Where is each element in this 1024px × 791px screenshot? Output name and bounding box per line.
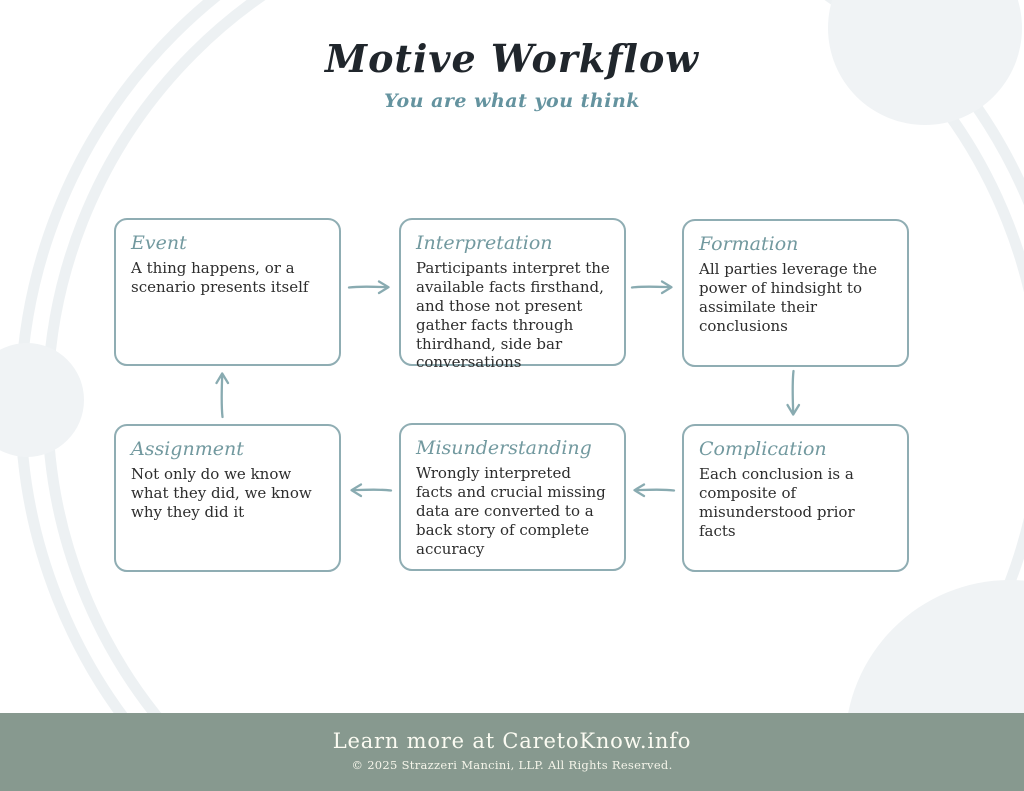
arrow-right-interpretation-to-formation-icon (630, 278, 676, 296)
flow-box-title: Assignment (131, 438, 244, 460)
flow-box-body: A thing happens, or a scenario presents itself (131, 259, 309, 296)
orbit-ring-outer (15, 0, 1024, 791)
arrow-down-formation-to-complication-icon (784, 369, 802, 419)
footer-copyright-text: © 2025 Strazzeri Mancini, LLP. All Rights Reserved. (351, 758, 673, 772)
footer-learn-more-text: Learn more at CaretoKnow.info (332, 729, 692, 753)
flow-box-assignment (114, 424, 341, 572)
flow-box-body: Wrongly interpreted facts and crucial missing data are converted to a back story of complete accuracy (416, 464, 606, 558)
flow-box-body: Not only do we know what they did, we know why they did it (131, 465, 312, 521)
footer (0, 713, 1024, 791)
page-subtitle: You are what you think (384, 90, 640, 112)
flow-box-body: Each conclusion is a composite of misunderstood prior facts (699, 465, 855, 540)
arrow-right-event-to-interpretation-icon (347, 278, 393, 296)
arrow-left-complication-to-misunderstanding-icon (630, 481, 676, 499)
arrow-left-misunderstanding-to-assignment-icon (347, 481, 393, 499)
flow-box-body: All parties leverage the power of hindsight to assimilate their conclusions (699, 260, 878, 335)
flow-box-formation (682, 219, 909, 367)
flow-box-complication (682, 424, 909, 572)
decorative-circle-left (0, 343, 84, 457)
flow-box-interpretation (399, 218, 626, 372)
flow-box-title: Complication (699, 438, 827, 460)
flow-box-title: Misunderstanding (416, 437, 592, 459)
flow-box-body: Participants interpret the available facts firsthand, and those not present gather facts through thirdhand, side bar conversations (416, 259, 610, 372)
flow-box-title: Interpretation (416, 232, 553, 254)
flow-box-title: Formation (699, 233, 799, 255)
flow-box-title: Event (131, 232, 187, 254)
page-title: Motive Workflow (325, 36, 699, 81)
orbit-ring-inner (42, 0, 1024, 791)
flow-box-misunderstanding (399, 423, 626, 571)
arrow-up-assignment-to-event-icon (213, 369, 231, 419)
flow-box-event (114, 218, 341, 366)
